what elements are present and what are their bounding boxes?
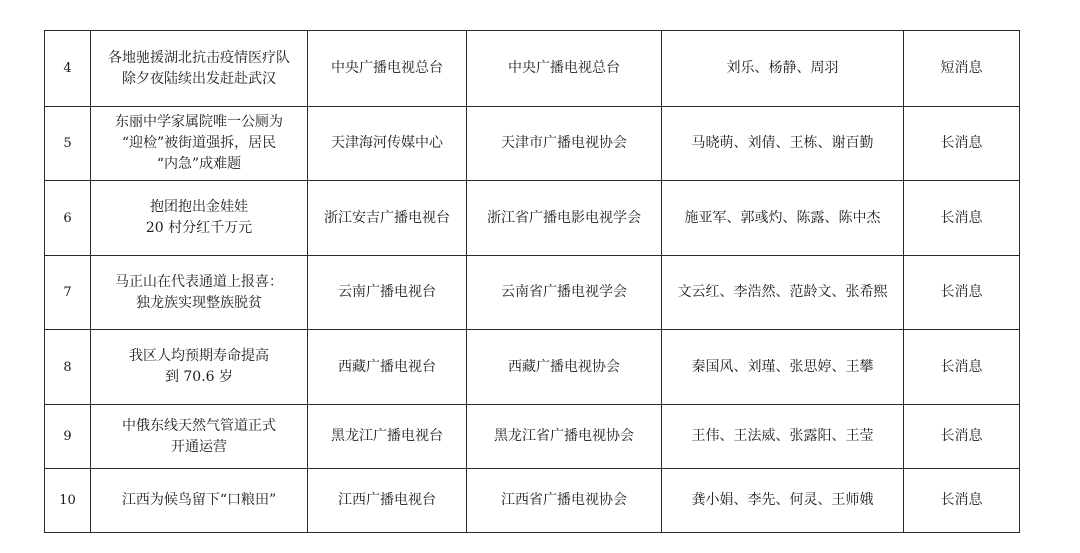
title-cell <box>91 469 308 533</box>
table-row <box>45 107 1020 181</box>
recommender-cell: 西藏广播电视协会 <box>467 330 662 405</box>
unit-cell: 西藏广播电视台 <box>308 330 467 405</box>
unit-cell: 浙江安吉广播电视台 <box>308 181 467 256</box>
table-row <box>45 405 1020 469</box>
title-cell <box>91 31 308 107</box>
title-line: 马正山在代表通道上报喜： <box>115 273 283 290</box>
authors-cell: 王伟、王法威、张露阳、王莹 <box>662 405 904 469</box>
authors-cell: 龚小娟、李先、何灵、王师娥 <box>662 469 904 533</box>
title-cell <box>91 256 308 330</box>
title-line: 中俄东线天然气管道正式 <box>122 417 276 434</box>
awards-table <box>44 30 1020 533</box>
authors-cell: 施亚军、郭彧灼、陈露、陈中杰 <box>662 181 904 256</box>
row-number-cell: 8 <box>45 330 91 405</box>
table-row <box>45 469 1020 533</box>
title-line: “迎检”被街道强拆，居民 <box>121 135 277 151</box>
category-cell: 长消息 <box>904 469 1020 533</box>
recommender-cell: 天津市广播电视协会 <box>467 107 662 181</box>
table-row <box>45 330 1020 405</box>
title-line: 抱团抱出金娃娃 <box>150 199 248 215</box>
title-cell <box>91 330 308 405</box>
table-body <box>45 31 1020 533</box>
recommender-cell: 浙江省广播电影电视学会 <box>467 181 662 256</box>
title-line: 我区人均预期寿命提高 <box>129 348 269 364</box>
recommender-cell: 江西省广播电视协会 <box>467 469 662 533</box>
unit-cell: 天津海河传媒中心 <box>308 107 467 181</box>
category-cell: 长消息 <box>904 405 1020 469</box>
title-line: 江西为候鸟留下“口粮田” <box>121 492 277 508</box>
title-cell <box>91 405 308 469</box>
recommender-cell: 黑龙江省广播电视协会 <box>467 405 662 469</box>
title-line: 独龙族实现整族脱贫 <box>136 294 262 311</box>
row-number-cell: 7 <box>45 256 91 330</box>
title-line: 东丽中学家属院唯一公厕为 <box>115 114 283 130</box>
title-line: 除夕夜陆续出发赶赴武汉 <box>122 70 276 87</box>
unit-cell: 中央广播电视总台 <box>308 31 467 107</box>
row-number-cell: 9 <box>45 405 91 469</box>
row-number-cell: 5 <box>45 107 91 181</box>
unit-cell: 云南广播电视台 <box>308 256 467 330</box>
title-line: 20 村分红千万元 <box>145 220 253 236</box>
table-row <box>45 31 1020 107</box>
row-number-cell: 4 <box>45 31 91 107</box>
category-cell: 短消息 <box>904 31 1020 107</box>
table-row <box>45 181 1020 256</box>
authors-cell: 刘乐、杨静、周羽 <box>662 31 904 107</box>
title-cell <box>91 181 308 256</box>
unit-cell: 黑龙江广播电视台 <box>308 405 467 469</box>
category-cell: 长消息 <box>904 256 1020 330</box>
authors-cell: 秦国风、刘瑾、张思婷、王攀 <box>662 330 904 405</box>
authors-cell: 文云红、李浩然、范龄文、张希熙 <box>662 256 904 330</box>
row-number-cell: 10 <box>45 469 91 533</box>
table-row <box>45 256 1020 330</box>
category-cell: 长消息 <box>904 107 1020 181</box>
unit-cell: 江西广播电视台 <box>308 469 467 533</box>
title-cell <box>91 107 308 181</box>
title-line: 开通运营 <box>171 438 227 455</box>
category-cell: 长消息 <box>904 330 1020 405</box>
title-line: 到 70.6 岁 <box>164 369 234 385</box>
title-line: 各地驰援湖北抗击疫情医疗队 <box>108 49 290 66</box>
authors-cell: 马晓萌、刘倩、王栋、谢百勤 <box>662 107 904 181</box>
row-number-cell: 6 <box>45 181 91 256</box>
title-line: “内急”成难题 <box>156 156 242 172</box>
category-cell: 长消息 <box>904 181 1020 256</box>
recommender-cell: 中央广播电视总台 <box>467 31 662 107</box>
recommender-cell: 云南省广播电视学会 <box>467 256 662 330</box>
